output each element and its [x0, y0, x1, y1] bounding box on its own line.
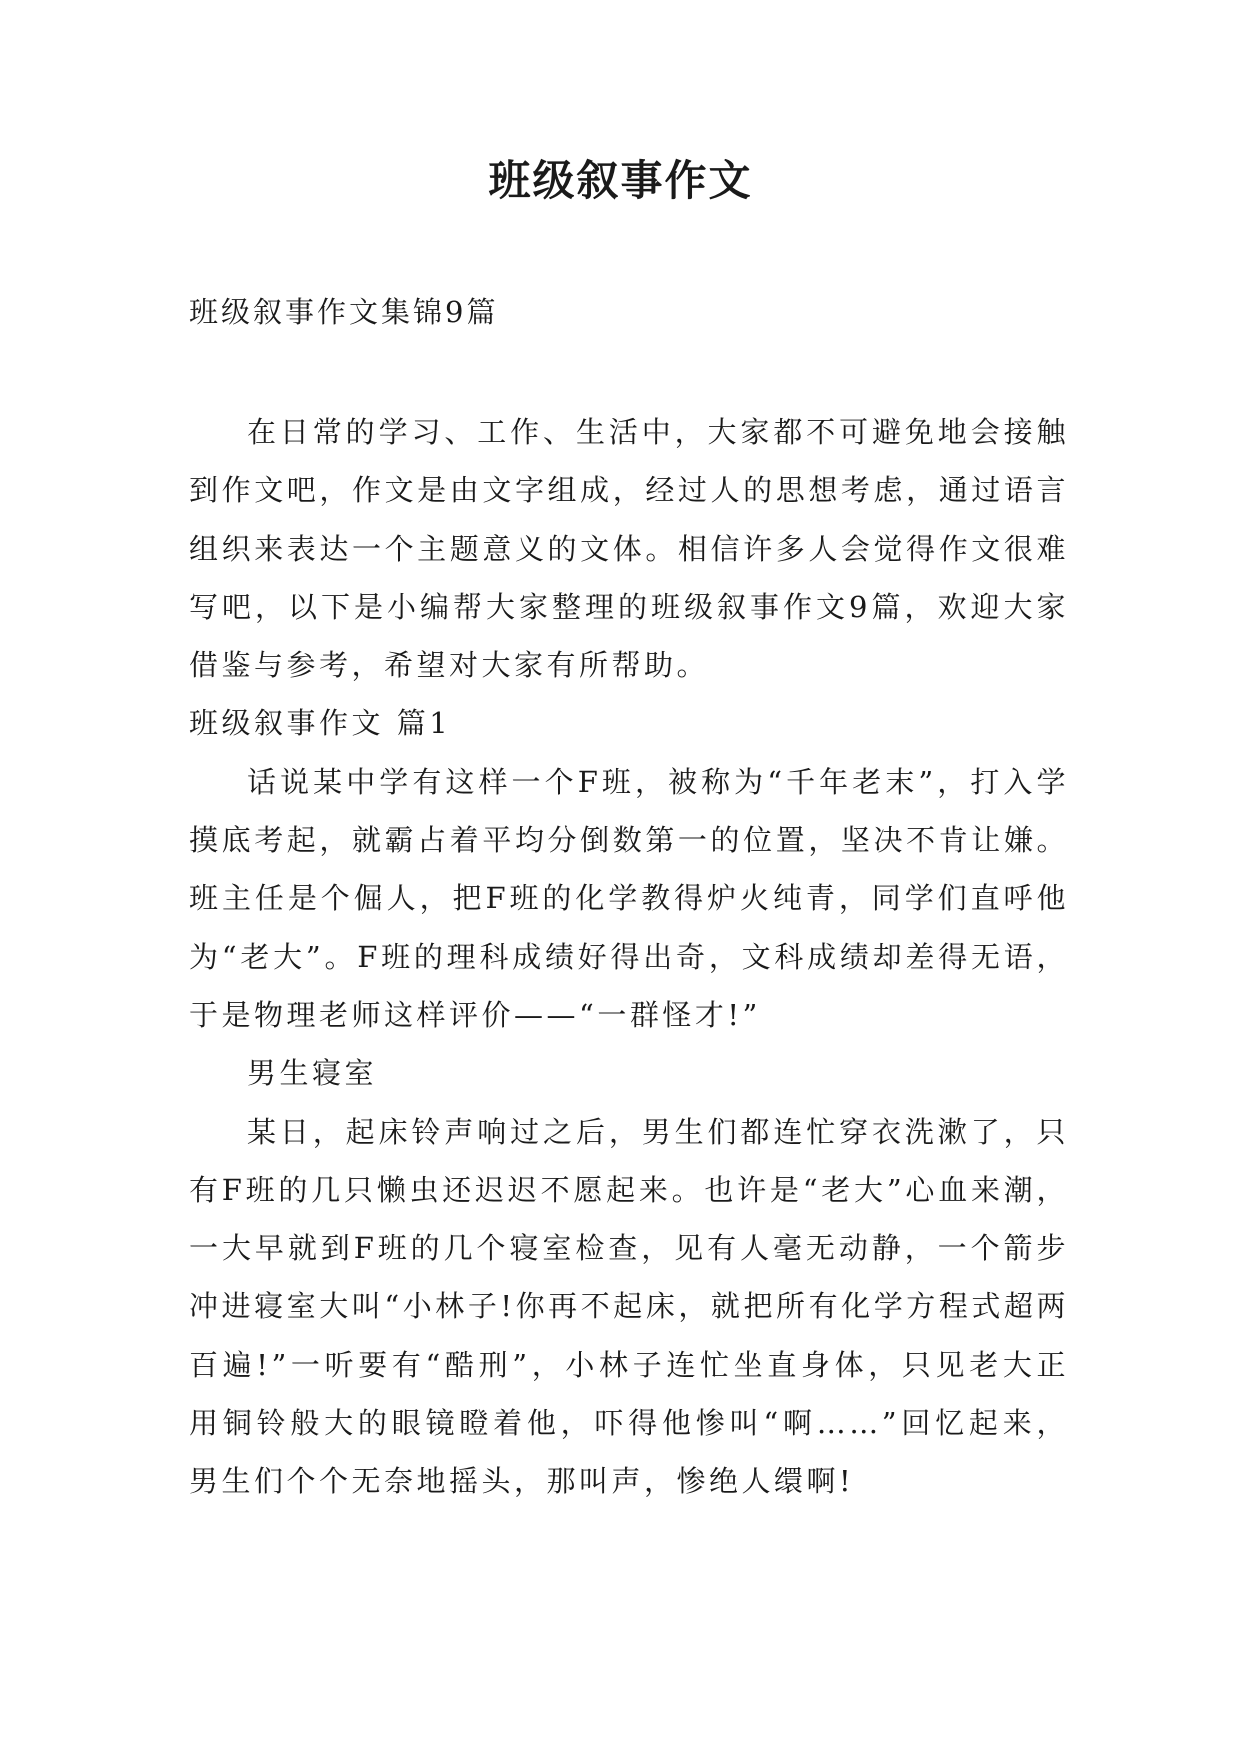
- section-heading: 班级叙事作文 篇1: [189, 706, 452, 741]
- story-subheading: 男生寝室: [247, 1056, 378, 1091]
- story-paragraph-2: 某日，起床铃声响过之后，男生们都连忙穿衣洗漱了，只有F班的几只懒虫还迟迟不愿起来。也许是“老大”心血来潮，一大早就到F班的几个寝室检查，见有人毫无动静，一个箭步冲进寝室大叫“小林子!你再不起床，就把所有化学方程式超两百遍!”一听要有“酷刑”，小林子连忙坐直身体，只见老大正用铜铃般大的眼镜瞪着他，吓得他惨叫“啊……”回忆起来，男生们个个无奈地摇头，那叫声，惨绝人缳啊!: [189, 1114, 1069, 1499]
- document-body: [189, 403, 1069, 1511]
- document-title: 班级叙事作文: [488, 156, 753, 205]
- intro-paragraph: 在日常的学习、工作、生活中，大家都不可避免地会接触到作文吧，作文是由文字组成，经过人的思想考虑，通过语言组织来表达一个主题意义的文体。相信许多人会觉得作文很难写吧，以下是小编帮大家整理的班级叙事作文9篇，欢迎大家借鉴与参考，希望对大家有所帮助。: [189, 415, 1069, 683]
- story-paragraph-1: 话说某中学有这样一个F班，被称为“千年老末”，打入学摸底考起，就霸占着平均分倒数第一的位置，坚决不肯让嫌。班主任是个倔人，把F班的化学教得炉火纯青，同学们直呼他为“老大”。F班的理科成绩好得出奇，文科成绩却差得无语，于是物理老师这样评价——“一群怪才!”: [189, 764, 1069, 1032]
- document-subtitle: 班级叙事作文集锦9篇: [189, 295, 499, 329]
